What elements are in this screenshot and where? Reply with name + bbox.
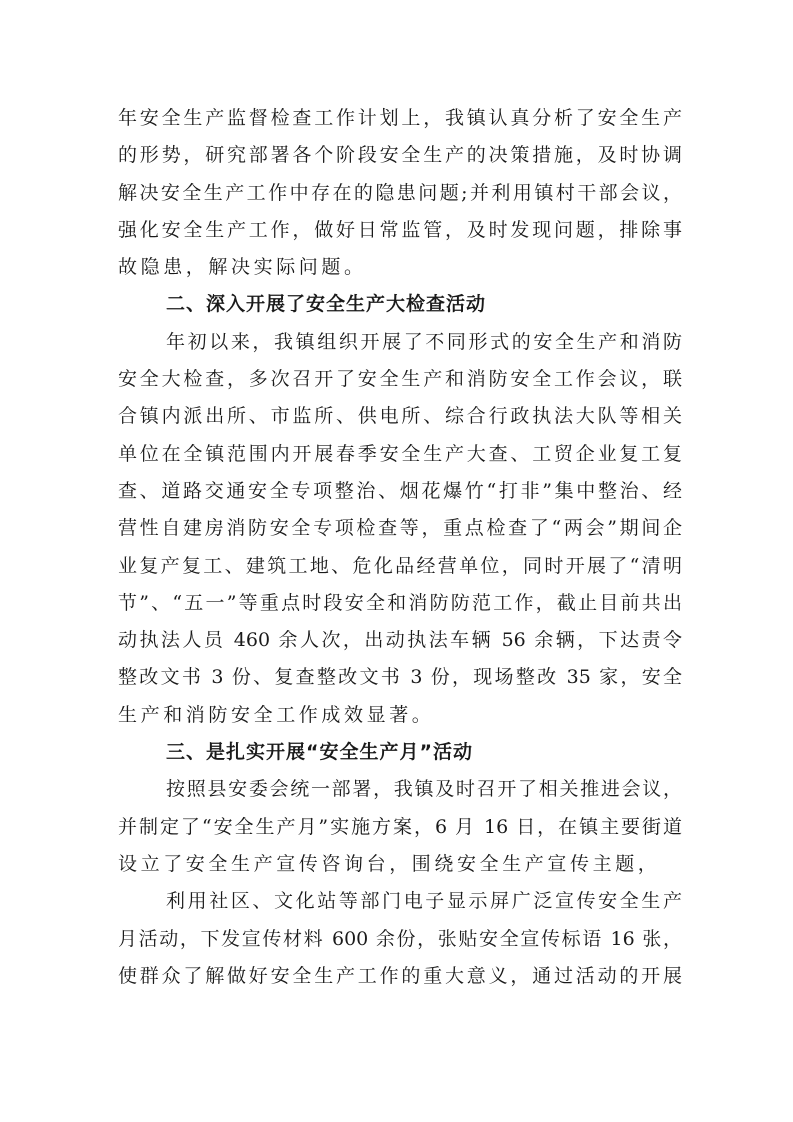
text-line: 强化安全生产工作，做好日常监管，及时发现问题，排除事 xyxy=(118,218,682,241)
text-line: 营性自建房消防安全专项检查等，重点检查了“两会”期间企 xyxy=(118,517,682,540)
section-heading-3: 三、是扎实开展“安全生产月”活动 xyxy=(166,741,473,764)
text-line: 的形势，研究部署各个阶段安全生产的决策措施，及时协调 xyxy=(118,144,682,167)
text-line: 生产和消防安全工作成效显著。 xyxy=(118,703,435,726)
paragraph-inspections xyxy=(118,324,682,734)
text-line: 设立了安全生产宣传咨询台，围绕安全生产宣传主题， xyxy=(118,852,661,875)
text-line: 月活动，下发宣传材料 600 余份，张贴安全宣传标语 16 张， xyxy=(118,927,682,950)
paragraph-safety-month xyxy=(118,771,682,883)
text-line: 合镇内派出所、市监所、供电所、综合行政执法大队等相关 xyxy=(118,405,682,428)
document-page xyxy=(118,100,682,995)
section-heading-2: 二、深入开展了安全生产大检查活动 xyxy=(166,293,487,316)
text-line: 按照县安委会统一部署，我镇及时召开了相关推进会议， xyxy=(166,778,682,801)
text-line: 年初以来，我镇组织开展了不同形式的安全生产和消防 xyxy=(166,330,682,353)
text-line: 使群众了解做好安全生产工作的重大意义，通过活动的开展 xyxy=(118,964,682,987)
text-line: 利用社区、文化站等部门电子显示屏广泛宣传安全生产 xyxy=(166,890,682,913)
text-line: 查、道路交通安全专项整治、烟花爆竹“打非”集中整治、经 xyxy=(118,479,682,502)
paragraph-publicity xyxy=(118,883,682,995)
text-line: 故隐患，解决实际问题。 xyxy=(118,256,367,279)
text-line: 年安全生产监督检查工作计划上，我镇认真分析了安全生产 xyxy=(118,107,682,129)
text-line: 整改文书 3 份、复查整改文书 3 份，现场整改 35 家，安全 xyxy=(118,666,682,689)
text-line: 业复产复工、建筑工地、危化品经营单位，同时开展了“清明 xyxy=(118,554,682,577)
text-line: 节”、“五一”等重点时段安全和消防防范工作，截止目前共出 xyxy=(118,591,682,614)
text-line: 解决安全生产工作中存在的隐患问题;并利用镇村干部会议， xyxy=(118,181,682,204)
paragraph-continuation xyxy=(118,100,682,286)
text-line: 动执法人员 460 余人次，出动执法车辆 56 余辆，下达责令 xyxy=(118,629,682,652)
text-line: 单位在全镇范围内开展春季安全生产大查、工贸企业复工复 xyxy=(118,442,682,465)
text-line: 并制定了“安全生产月”实施方案，6 月 16 日，在镇主要街道 xyxy=(118,815,682,838)
text-line: 安全大检查，多次召开了安全生产和消防安全工作会议，联 xyxy=(118,368,682,391)
